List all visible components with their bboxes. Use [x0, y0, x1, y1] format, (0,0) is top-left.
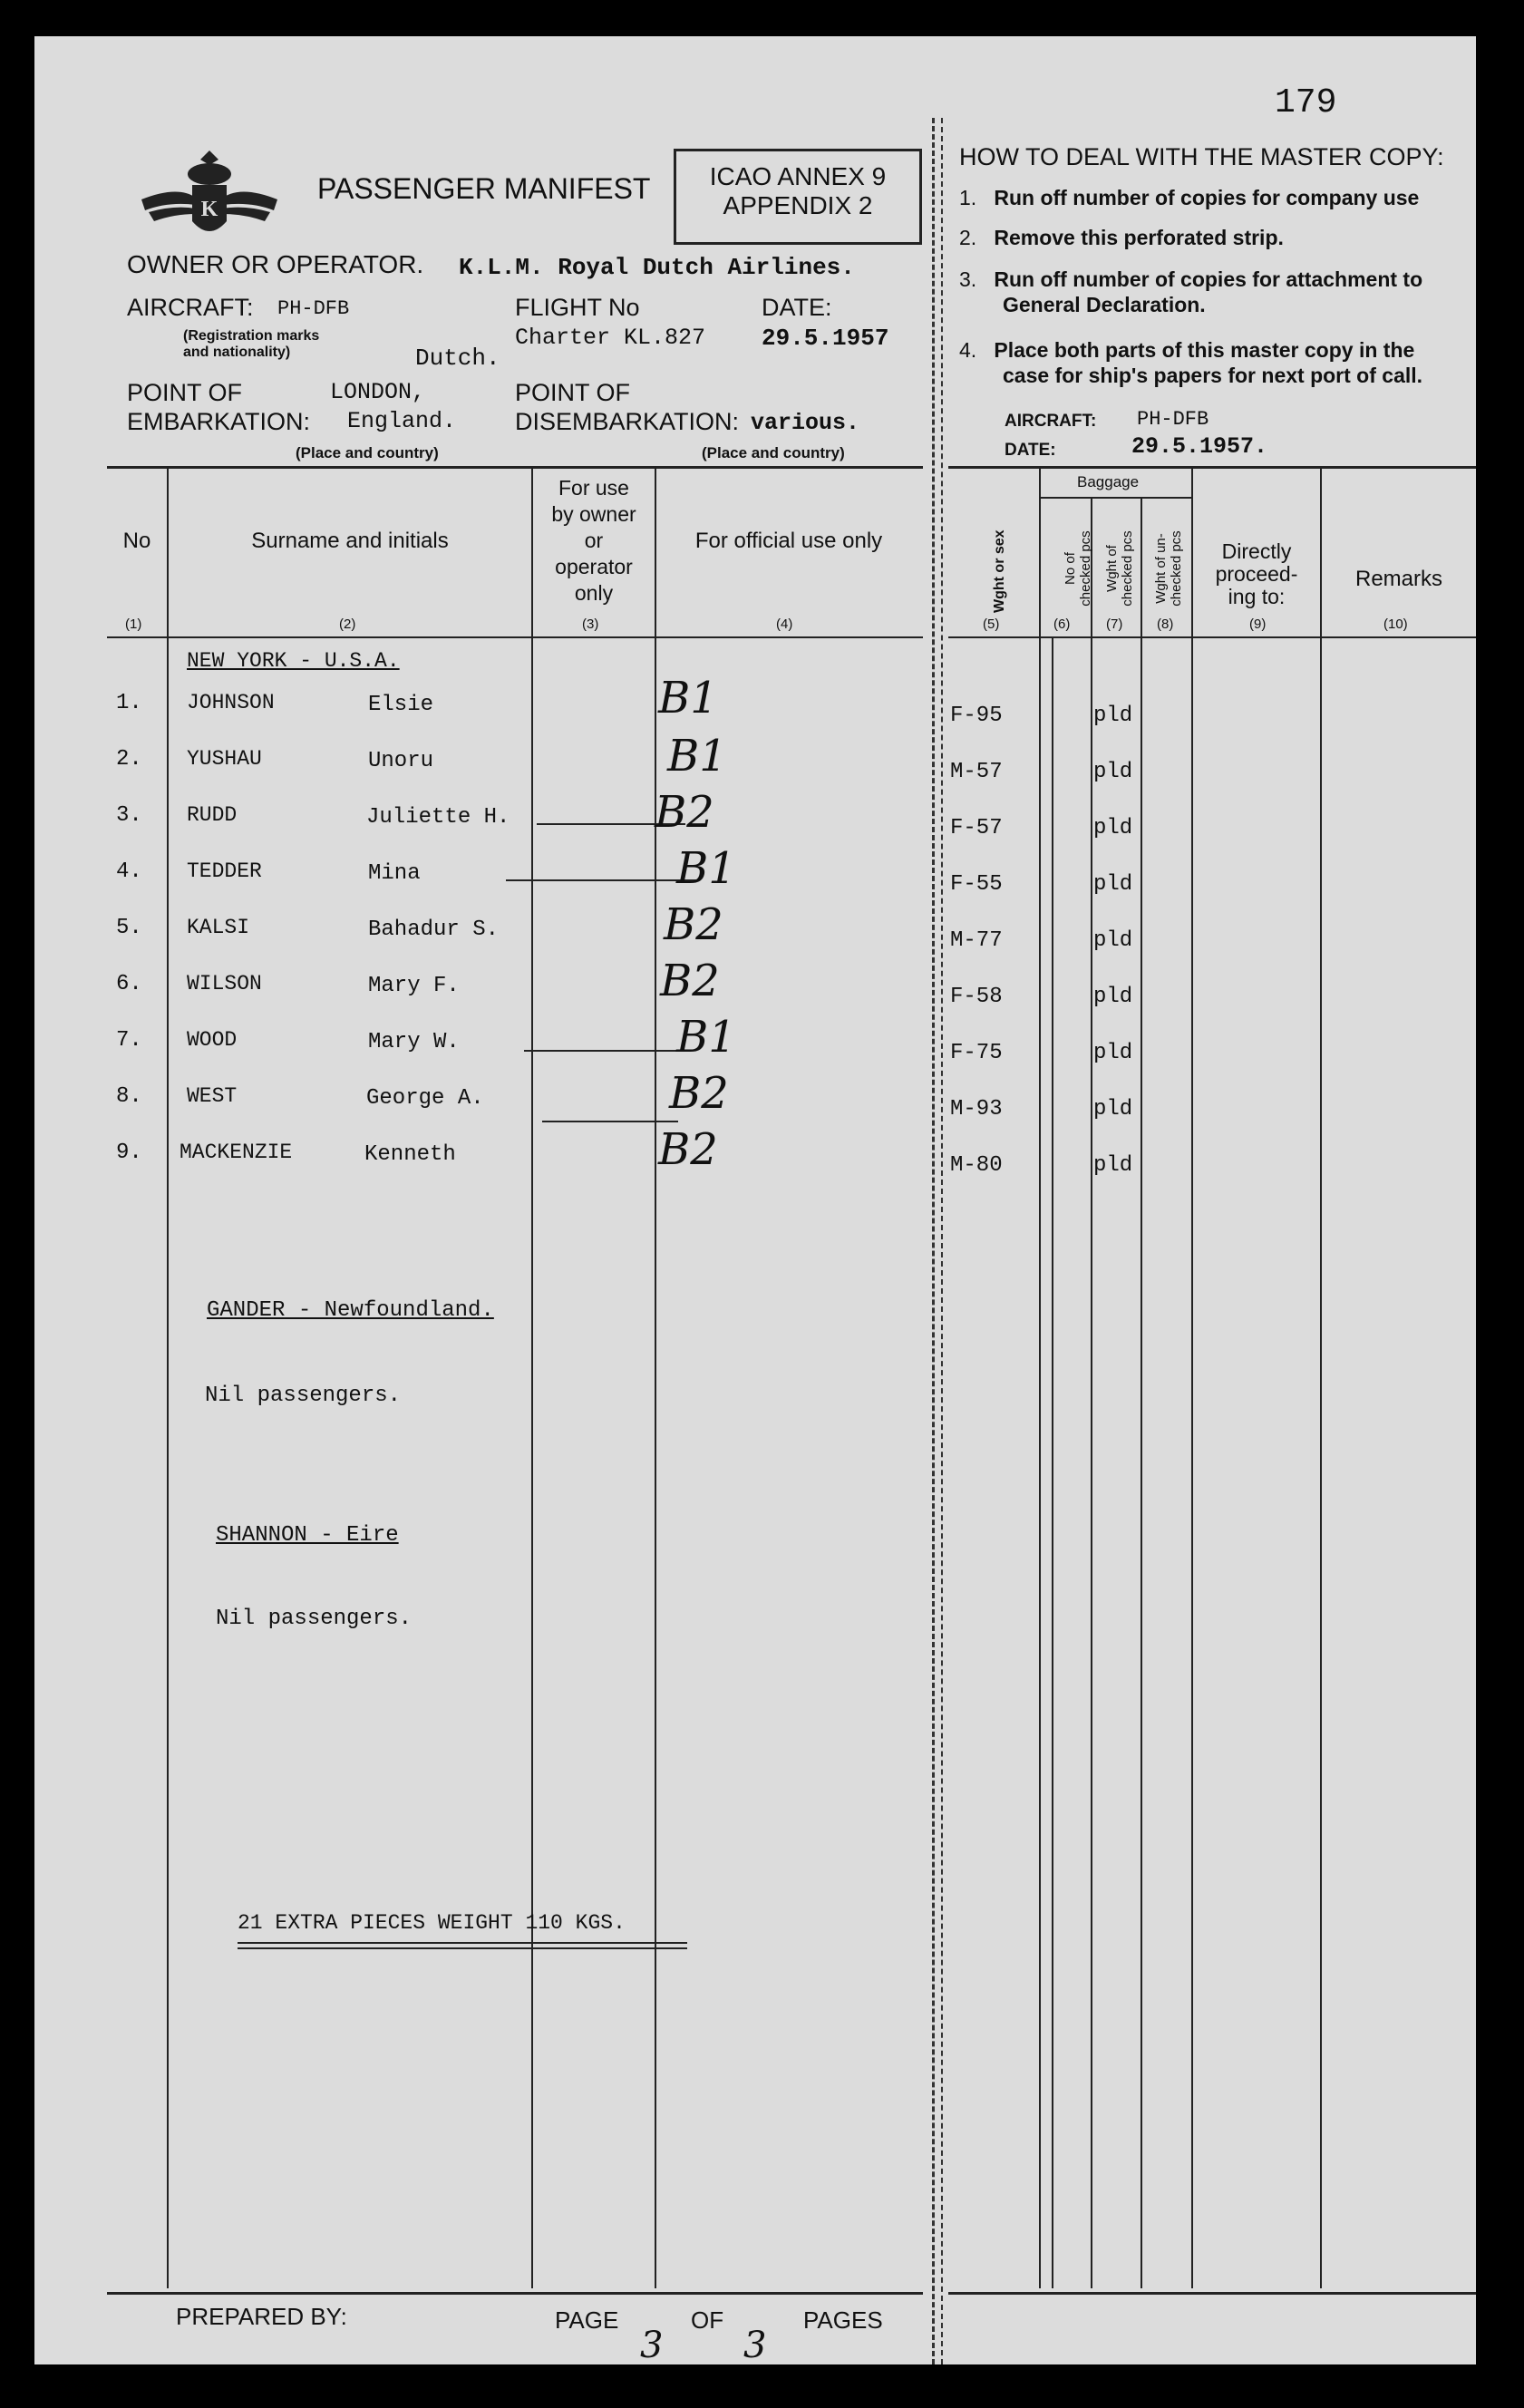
passenger-surname: JOHNSON	[187, 691, 275, 714]
passenger-weight: F-75	[950, 1041, 1003, 1065]
passenger-weight: F-58	[950, 985, 1003, 1009]
section-heading-gander: GANDER - Newfoundland.	[207, 1298, 494, 1323]
col-num-1: (1)	[125, 617, 142, 632]
passenger-initials: Unoru	[368, 749, 434, 773]
instructions-title: HOW TO DEAL WITH THE MASTER COPY:	[959, 143, 1444, 170]
passenger-weight: M-57	[950, 760, 1003, 784]
col-surname-header: Surname and initials	[251, 529, 449, 553]
col-num-9: (9)	[1249, 617, 1267, 632]
passenger-official-mark: B2	[664, 899, 723, 950]
passenger-official-mark: B2	[658, 1124, 718, 1175]
icao-line2: APPENDIX 2	[723, 191, 873, 219]
perforation-line	[932, 118, 935, 2364]
col-num-10: (10)	[1383, 617, 1408, 632]
passenger-surname: MACKENZIE	[180, 1141, 293, 1164]
dash-line	[506, 879, 696, 881]
passenger-baggage: pld	[1093, 816, 1133, 840]
dash-line	[542, 1121, 678, 1122]
of-label: OF	[691, 2306, 724, 2334]
col-baggage-header: Baggage	[1077, 473, 1140, 490]
passenger-initials: Mary F.	[368, 974, 460, 998]
passenger-baggage: pld	[1093, 704, 1133, 728]
klm-logo	[132, 145, 286, 249]
passenger-no: 4.	[116, 859, 142, 884]
col-remarks-header: Remarks	[1354, 567, 1442, 591]
strip-aircraft-label: AIRCRAFT:	[1005, 412, 1097, 431]
passenger-initials: Mary W.	[368, 1030, 460, 1054]
col-divider-6	[1091, 499, 1092, 2288]
embark-value2: England.	[347, 408, 457, 434]
manifest-title: PASSENGER MANIFEST	[317, 172, 651, 205]
col-divider-2	[531, 468, 533, 2288]
manifest-sheet	[34, 36, 1476, 2364]
col-unchecked-wt-header: Wght of un- checked pcs	[1153, 530, 1184, 607]
passenger-no: 1.	[116, 691, 142, 715]
section-heading-shannon: SHANNON - Eire	[216, 1523, 399, 1548]
passenger-official-mark: B1	[658, 673, 718, 723]
embark-sub: (Place and country)	[296, 444, 439, 461]
instruction-item-1: 1. Run off number of copies for company use	[959, 186, 1420, 209]
section-note-gander: Nil passengers.	[205, 1384, 402, 1408]
passenger-baggage: pld	[1093, 872, 1133, 897]
passenger-initials: Juliette H.	[366, 805, 510, 830]
flight-value: Charter KL.827	[515, 325, 706, 351]
col-divider-1	[167, 468, 169, 2288]
col-divider-3	[655, 468, 656, 2288]
passenger-initials: Kenneth	[364, 1142, 456, 1167]
instruction-item-4: 4. Place both parts of this master copy in the case for ship's papers for next port of call.	[959, 338, 1423, 387]
owner-value: K.L.M. Royal Dutch Airlines.	[459, 254, 855, 281]
passenger-baggage: pld	[1093, 1153, 1133, 1178]
col-owner-use-header: For use by owner or operator only	[551, 476, 636, 605]
passenger-no: 5.	[116, 916, 142, 940]
col-no-header: No	[122, 529, 151, 553]
passenger-no: 6.	[116, 972, 142, 996]
passenger-baggage: pld	[1093, 1041, 1133, 1065]
icao-line1: ICAO ANNEX 9	[709, 162, 887, 190]
embark-label1: POINT OF	[127, 379, 243, 406]
prepared-by-label: PREPARED BY:	[176, 2303, 347, 2330]
passenger-baggage: pld	[1093, 1097, 1133, 1121]
date-label: DATE:	[762, 294, 832, 321]
disembark-label1: POINT OF	[515, 379, 631, 406]
col-divider-6a	[1052, 636, 1053, 2288]
icao-box	[674, 149, 922, 245]
passenger-no: 9.	[116, 1141, 142, 1165]
page-value: 3	[640, 2325, 664, 2364]
passenger-initials: George A.	[366, 1086, 484, 1111]
col-num-3: (3)	[582, 617, 599, 632]
col-divider-9	[1320, 468, 1322, 2288]
passenger-weight: F-95	[950, 704, 1003, 728]
passenger-weight: F-55	[950, 872, 1003, 897]
pages-label: PAGES	[803, 2306, 883, 2334]
passenger-official-mark: B1	[667, 731, 727, 782]
passenger-official-mark: B1	[676, 1012, 736, 1063]
instruction-item-3: 3. Run off number of copies for attachment to General Declaration.	[959, 267, 1423, 316]
page-number: 179	[1275, 83, 1337, 122]
embark-value1: LONDON,	[330, 379, 426, 405]
passenger-initials: Elsie	[368, 693, 434, 717]
table-header-rule	[107, 636, 923, 638]
extra-pieces-underline-2	[238, 1947, 687, 1949]
perforation-line-2	[941, 118, 943, 2364]
flight-label: FLIGHT No	[515, 294, 640, 321]
section-heading-new-york: NEW YORK - U.S.A.	[187, 649, 400, 673]
aircraft-sub2: and nationality)	[183, 345, 291, 360]
col-checked-wt-header: Wght of checked pcs	[1104, 530, 1135, 607]
table-top-rule	[107, 466, 923, 469]
col-directly-header: Directly proceed- ing to:	[1215, 539, 1298, 608]
passenger-surname: WOOD	[187, 1028, 238, 1052]
svg-text:K: K	[200, 198, 218, 221]
disembark-label2: DISEMBARKATION:	[515, 408, 740, 435]
col-divider-7	[1141, 499, 1142, 2288]
col-num-8: (8)	[1157, 617, 1174, 632]
strip-bottom-rule	[948, 2292, 1476, 2295]
of-value: 3	[743, 2325, 767, 2364]
baggage-rule	[1039, 497, 1191, 499]
disembark-value: various.	[751, 410, 860, 436]
passenger-official-mark: B2	[655, 787, 714, 838]
passenger-weight: M-77	[950, 928, 1003, 953]
col-num-7: (7)	[1106, 617, 1123, 632]
extra-pieces-note: 21 EXTRA PIECES WEIGHT 110 KGS.	[238, 1911, 626, 1935]
col-weight-header: Wght or sex	[992, 529, 1007, 613]
col-checked-no-header: No of checked pcs	[1063, 530, 1093, 607]
col-official-header: For official use only	[694, 529, 883, 553]
aircraft-value: PH-DFB	[277, 297, 350, 320]
strip-top-rule	[948, 466, 1476, 469]
page-label: PAGE	[555, 2306, 619, 2334]
instruction-item-2: 2. Remove this perforated strip.	[959, 226, 1284, 249]
passenger-no: 7.	[116, 1028, 142, 1053]
col-num-2: (2)	[339, 617, 356, 632]
passenger-surname: YUSHAU	[187, 747, 262, 771]
aircraft-nationality: Dutch.	[415, 345, 500, 372]
passenger-weight: M-93	[950, 1097, 1003, 1121]
passenger-surname: WILSON	[187, 972, 262, 995]
dash-line	[524, 1050, 687, 1052]
col-num-4: (4)	[776, 617, 793, 632]
col-divider-5	[1039, 468, 1041, 2288]
passenger-weight: M-80	[950, 1153, 1003, 1178]
strip-header-rule	[948, 636, 1476, 638]
disembark-sub: (Place and country)	[702, 444, 845, 461]
owner-label: OWNER OR OPERATOR.	[127, 250, 424, 278]
date-value: 29.5.1957	[762, 325, 889, 352]
passenger-baggage: pld	[1093, 928, 1133, 953]
col-num-6: (6)	[1053, 617, 1071, 632]
passenger-surname: KALSI	[187, 916, 250, 939]
extra-pieces-underline-1	[238, 1942, 687, 1944]
passenger-no: 2.	[116, 747, 142, 772]
passenger-baggage: pld	[1093, 760, 1133, 784]
section-note-shannon: Nil passengers.	[216, 1607, 413, 1631]
passenger-weight: F-57	[950, 816, 1003, 840]
strip-aircraft-value: PH-DFB	[1137, 408, 1209, 431]
strip-date-value: 29.5.1957.	[1131, 433, 1268, 460]
passenger-initials: Bahadur S.	[368, 918, 500, 942]
passenger-surname: RUDD	[187, 803, 238, 827]
passenger-official-mark: B2	[669, 1068, 729, 1119]
aircraft-label: AIRCRAFT:	[127, 294, 254, 321]
passenger-no: 8.	[116, 1084, 142, 1109]
strip-date-label: DATE:	[1005, 441, 1056, 460]
passenger-surname: WEST	[187, 1084, 238, 1108]
passenger-official-mark: B2	[660, 956, 720, 1006]
table-bottom-rule	[107, 2292, 923, 2295]
passenger-surname: TEDDER	[187, 859, 262, 883]
passenger-no: 3.	[116, 803, 142, 828]
passenger-baggage: pld	[1093, 985, 1133, 1009]
col-num-5: (5)	[983, 617, 1000, 632]
aircraft-sub1: (Registration marks	[183, 328, 320, 344]
passenger-official-mark: B1	[676, 843, 736, 894]
embark-label2: EMBARKATION:	[127, 408, 311, 435]
passenger-initials: Mina	[368, 861, 421, 886]
col-divider-8	[1191, 468, 1193, 2288]
